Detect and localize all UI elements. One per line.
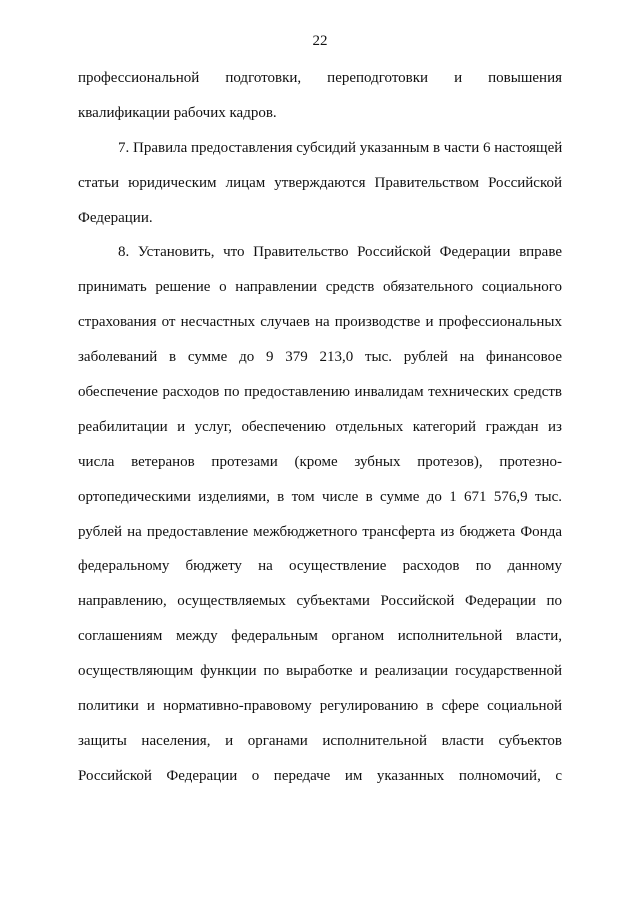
text-line: политики и нормативно-правовому регулированию в сфере социальной: [78, 698, 562, 715]
text-line: обеспечение расходов по предоставлению инвалидам технических средств: [78, 384, 562, 401]
text-line: принимать решение о направлении средств обязательного социального: [78, 279, 562, 296]
text-line: Федерации.: [78, 209, 153, 226]
text-line: 8. Установить, что Правительство Российской Федерации вправе: [118, 244, 562, 261]
text-line: числа ветеранов протезами (кроме зубных протезов), протезно-: [78, 453, 562, 470]
text-line: соглашениям между федеральным органом исполнительной власти,: [78, 628, 562, 645]
text-line: 7. Правила предоставления субсидий указанным в части 6 настоящей: [118, 139, 563, 156]
text-line: осуществляющим функции по выработке и реализации государственной: [78, 663, 562, 680]
text-line: ортопедическими изделиями, в том числе в сумме до 1 671 576,9 тыс.: [78, 488, 562, 505]
text-line: рублей на предоставление межбюджетного трансферта из бюджета Фонда: [78, 523, 562, 540]
text-line: реабилитации и услуг, обеспечению отдельных категорий граждан из: [78, 418, 562, 435]
text-line: защиты населения, и органами исполнительной власти субъектов: [78, 732, 562, 749]
text-line: федеральному бюджету на осуществление расходов по данному: [78, 558, 562, 575]
text-line: профессиональной подготовки, переподготовки и повышения: [78, 70, 562, 86]
document-body: [78, 66, 562, 799]
text-line: страхования от несчастных случаев на производстве и профессиональных: [78, 314, 562, 331]
text-line: Российской Федерации о передаче им указанных полномочий, с: [78, 767, 562, 784]
page-number: 22: [312, 33, 328, 49]
text-line: квалификации рабочих кадров.: [78, 104, 277, 121]
text-line: направлению, осуществляемых субъектами Российской Федерации по: [78, 593, 562, 610]
text-line: статьи юридическим лицам утверждаются Правительством Российской: [78, 174, 562, 191]
text-line: заболеваний в сумме до 9 379 213,0 тыс. рублей на финансовое: [78, 349, 562, 366]
